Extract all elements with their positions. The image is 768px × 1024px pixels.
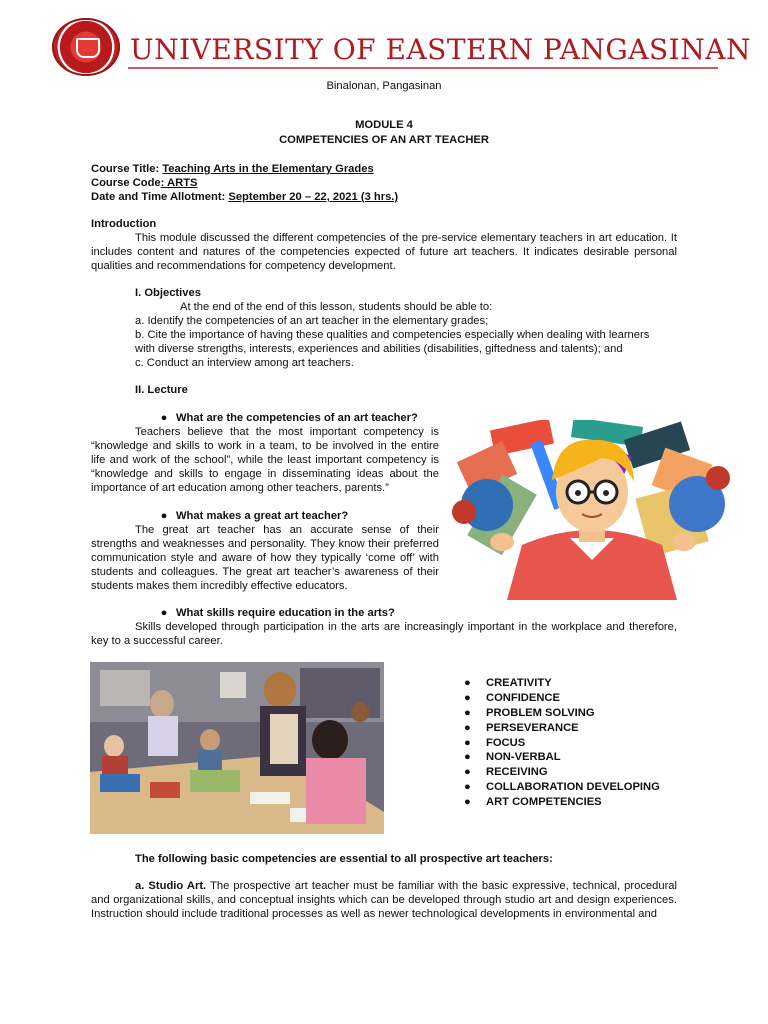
question-3-text: What skills require education in the arts? — [176, 607, 395, 619]
question-1 — [152, 411, 418, 425]
objective-item: c. Conduct an interview among art teachers. — [135, 357, 354, 369]
date-value: September 20 – 22, 2021 (3 hrs.) — [228, 191, 399, 203]
skill-item: ● FOCUS — [464, 736, 526, 749]
university-seal-logo — [52, 18, 120, 76]
objective-item: with diverse strengths, interests, experiences and abilities (disabilities, giftedness and talents); and — [135, 343, 623, 355]
question-2 — [152, 509, 348, 523]
lecture-heading: II. Lecture — [135, 384, 188, 396]
skill-item: ● PERSEVERANCE — [464, 721, 579, 734]
studio-art-text: The prospective art teacher must be familiar with the basic expressive, technical, procedural and organizational skills, and conceptual insights which can be developed through studio art and design experiences. Instruction should include traditional processes as well as newer technological developments in environmental and — [91, 880, 678, 921]
location-line: Binalonan, Pangasinan — [326, 80, 442, 92]
bullet-icon: ● — [464, 706, 471, 719]
objective-item: b. Cite the importance of having these qualities and competencies especially when dealing with learners — [135, 329, 650, 341]
studio-art-label: a. Studio Art. — [135, 880, 207, 892]
skill-item: ● CONFIDENCE — [464, 691, 560, 704]
module-number: MODULE 4 — [355, 119, 413, 131]
bullet-icon: ● — [464, 796, 471, 809]
objectives-lead: At the end of the end of this lesson, students should be able to: — [180, 301, 493, 313]
date-allotment-line — [91, 190, 398, 204]
bullet-icon: ● — [160, 607, 168, 619]
date-label: Date and Time Allotment: — [91, 191, 229, 203]
skill-item: ● PROBLEM SOLVING — [464, 706, 595, 719]
bullet-icon: ● — [464, 721, 471, 734]
university-name: UNIVERSITY OF EASTERN PANGASINAN — [130, 33, 751, 66]
question-1-answer: Teachers believe that the most important competency is “knowledge and skills to work in a team, to be involved in the entire life and work of the school”, while the least important competency is “knowledge and skills to engage in disseminating ideas about the importance of art education among other teachers, parents.” — [91, 426, 439, 495]
question-3 — [152, 606, 395, 620]
studio-art-paragraph — [91, 879, 677, 921]
bullet-icon: ● — [160, 510, 168, 522]
art-teacher-illustration — [452, 420, 730, 600]
bullet-icon: ● — [464, 751, 471, 764]
question-1-text: What are the competencies of an art teacher? — [176, 412, 418, 424]
skill-item: ● COLLABORATION DEVELOPING — [464, 781, 660, 794]
skill-item: ● CREATIVITY — [464, 677, 552, 689]
skill-item: ● RECEIVING — [464, 766, 548, 779]
course-code-label: Course Code — [91, 177, 161, 189]
course-title-value: Teaching Arts in the Elementary Grades — [162, 163, 374, 175]
skills-list — [464, 676, 660, 810]
question-3-answer: Skills developed through participation in the arts are increasingly important in the workplace and therefore, key to a successful career. — [91, 621, 677, 648]
course-title-label: Course Title: — [91, 163, 163, 175]
header-divider — [128, 67, 718, 69]
question-2-text: What makes a great art teacher? — [176, 510, 349, 522]
competencies-lead: The following basic competencies are essential to all prospective art teachers: — [135, 853, 553, 865]
course-code-value: : ARTS — [160, 177, 198, 189]
skill-item: ● ART COMPETENCIES — [464, 796, 602, 809]
course-title-line — [91, 162, 374, 176]
objectives-heading: I. Objectives — [135, 287, 201, 299]
objective-item: a. Identify the competencies of an art teacher in the elementary grades; — [135, 315, 489, 327]
classroom-photo — [90, 662, 384, 834]
introduction-text: This module discussed the different competencies of the pre-service elementary teachers in art education. It includes content and natures of the competencies expected of future art teachers. It indicates desirable personal qualities and recommendations for competency development. — [91, 232, 677, 273]
introduction-heading: Introduction — [91, 218, 157, 230]
bullet-icon: ● — [464, 691, 471, 704]
course-code-line — [91, 176, 198, 190]
university-header — [48, 14, 751, 80]
bullet-icon: ● — [464, 781, 471, 794]
module-title: COMPETENCIES OF AN ART TEACHER — [279, 134, 489, 146]
bullet-icon: ● — [464, 677, 471, 689]
question-2-answer: The great art teacher has an accurate sense of their strengths and weaknesses and personality. They know their preferred communication style and aware of how they typically ‘come off’ with students and colleagues. The great art teacher’s awareness of their students makes them incredibly effective educators. — [91, 524, 439, 593]
bullet-icon: ● — [464, 736, 471, 749]
skill-item: ● NON-VERBAL — [464, 751, 561, 764]
bullet-icon: ● — [160, 412, 168, 424]
bullet-icon: ● — [464, 766, 471, 779]
